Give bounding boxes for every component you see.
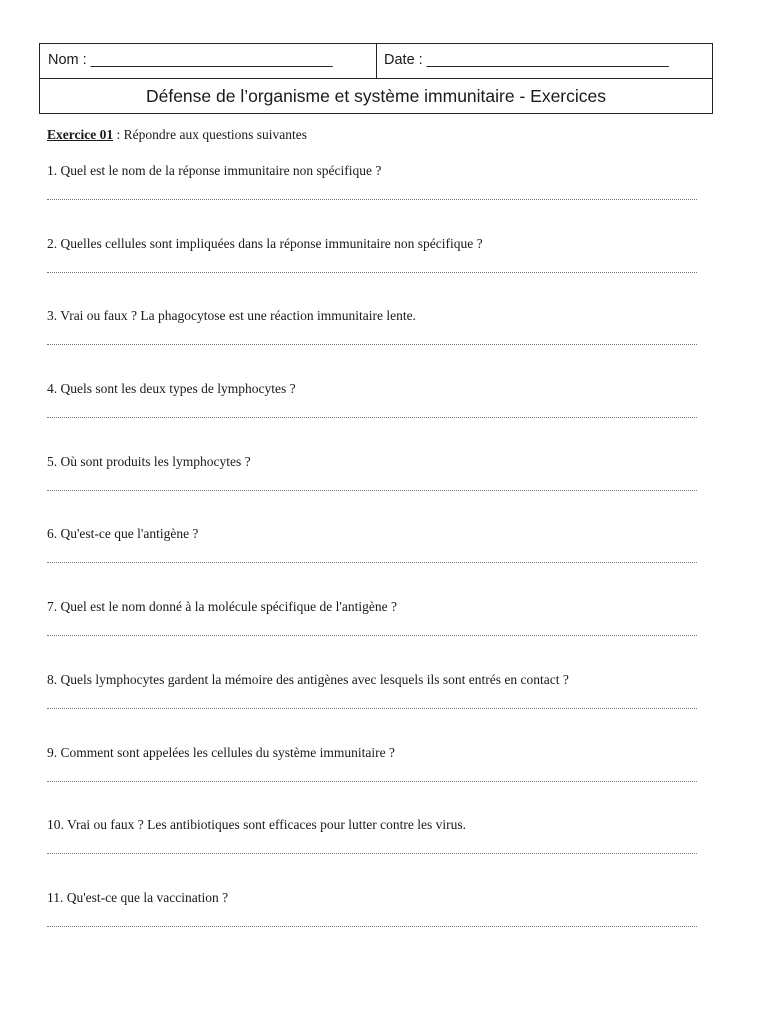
date-field[interactable]: Date : ______________________________ <box>384 52 669 68</box>
question-text: 11. Qu'est-ce que la vaccination ? <box>47 889 229 905</box>
answer-line[interactable] <box>47 344 697 345</box>
question-item <box>47 526 697 599</box>
question-text: 10. Vrai ou faux ? Les antibiotiques sont efficaces pour lutter contre les virus. <box>47 817 466 833</box>
answer-line[interactable] <box>47 926 697 927</box>
question-item <box>47 890 697 963</box>
exercise-instruction: : Répondre aux questions suivantes <box>113 127 307 142</box>
question-item <box>47 672 697 745</box>
answer-line[interactable] <box>47 781 697 782</box>
name-field[interactable]: Nom : ______________________________ <box>40 44 377 78</box>
question-text: 1. Quel est le nom de la réponse immunitaire non spécifique ? <box>47 163 382 178</box>
header-box <box>39 43 713 114</box>
answer-line[interactable] <box>47 853 697 854</box>
exercise-heading <box>47 127 307 143</box>
question-item <box>47 308 697 381</box>
question-item <box>47 381 697 454</box>
question-item <box>47 745 697 818</box>
question-list <box>47 163 697 963</box>
answer-line[interactable] <box>47 490 697 491</box>
answer-line[interactable] <box>47 272 697 273</box>
question-text: 9. Comment sont appelées les cellules du système immunitaire ? <box>47 744 395 760</box>
question-item <box>47 817 697 890</box>
question-text: 8. Quels lymphocytes gardent la mémoire des antigènes avec lesquels ils sont entrés en contact ? <box>47 671 569 687</box>
question-text: 7. Quel est le nom donné à la molécule spécifique de l'antigène ? <box>47 599 397 615</box>
question-text: 6. Qu'est-ce que l'antigène ? <box>47 526 199 542</box>
answer-line[interactable] <box>47 417 697 418</box>
answer-line[interactable] <box>47 562 697 563</box>
question-text: 4. Quels sont les deux types de lymphocytes ? <box>47 381 296 397</box>
question-text: 2. Quelles cellules sont impliquées dans la réponse immunitaire non spécifique ? <box>47 235 483 251</box>
question-item <box>47 236 697 309</box>
header-fields-row <box>40 44 712 79</box>
answer-line[interactable] <box>47 635 697 636</box>
answer-line[interactable] <box>47 708 697 709</box>
question-item <box>47 599 697 672</box>
question-item <box>47 163 697 236</box>
answer-line[interactable] <box>47 199 697 200</box>
exercise-label: Exercice 01 <box>47 127 114 142</box>
question-text: 3. Vrai ou faux ? La phagocytose est une réaction immunitaire lente. <box>47 308 416 324</box>
question-item <box>47 454 697 527</box>
page-title: Défense de l’organisme et système immunitaire - Exercices <box>145 86 607 106</box>
question-text: 5. Où sont produits les lymphocytes ? <box>47 453 251 469</box>
